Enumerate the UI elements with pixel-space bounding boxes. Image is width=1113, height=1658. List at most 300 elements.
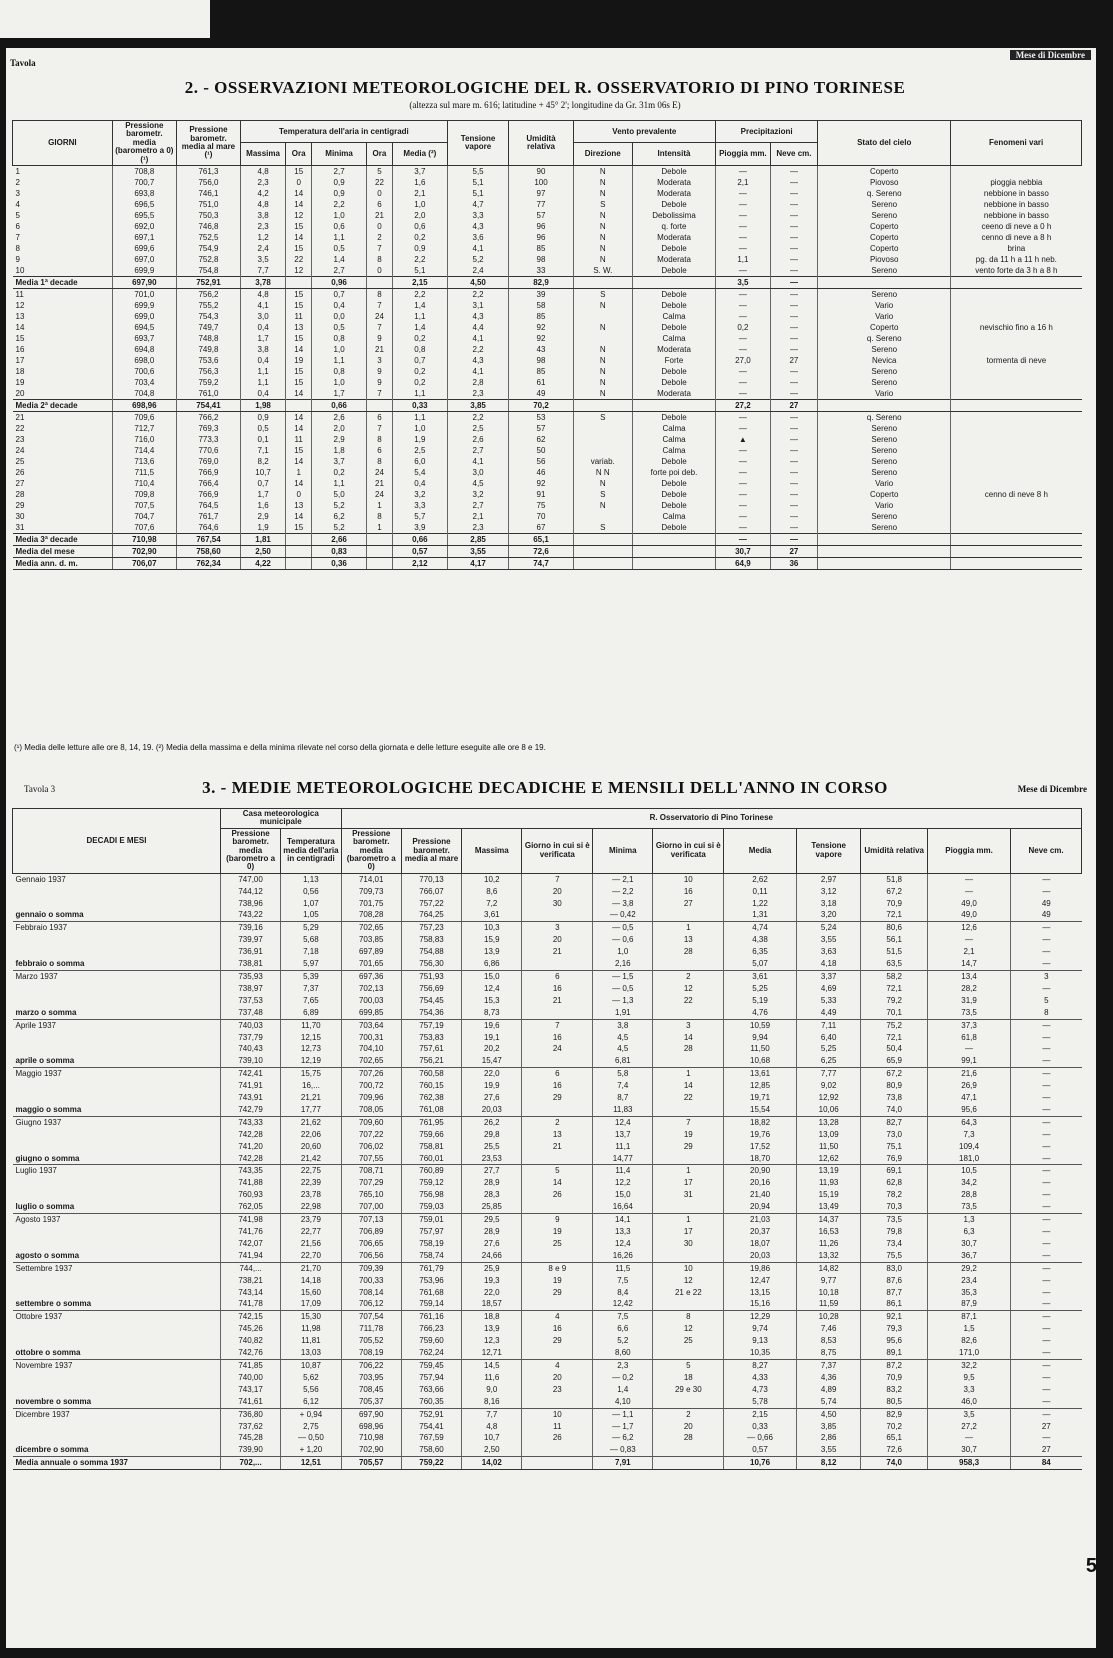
table-cell: 47,1 [927, 1092, 1010, 1104]
table-cell: 2,16 [593, 958, 653, 970]
table-cell: 15,3 [462, 995, 522, 1007]
table-cell: 57 [509, 423, 573, 434]
table-cell: 27 [770, 399, 818, 411]
table-cell: — [1011, 1032, 1082, 1044]
table-cell: 10,3 [462, 922, 522, 934]
table-cell: 694,8 [112, 344, 176, 355]
table-cell: 58,2 [861, 970, 928, 982]
table-cell: 0,96 [312, 276, 367, 288]
table-cell: 0,9 [312, 177, 367, 188]
table-cell: 6,89 [281, 1007, 341, 1019]
table-cell: 707,54 [341, 1311, 401, 1323]
table-cell: 12 [653, 1275, 724, 1287]
table-cell: 58 [509, 300, 573, 311]
table-cell [653, 1457, 724, 1470]
table-row [13, 311, 1082, 322]
table-cell: 2,0 [393, 210, 448, 221]
month-summary-row [13, 1347, 1082, 1359]
table-cell: 9,0 [462, 1384, 522, 1396]
table-cell: 30 [15, 511, 25, 521]
table-cell: 6 [366, 199, 392, 210]
table-cell: 13,61 [724, 1068, 797, 1080]
table-cell: 5 [522, 1165, 593, 1177]
table-cell: 15,19 [796, 1189, 860, 1201]
table-cell: 3 [522, 922, 593, 934]
table-cell: 0,7 [312, 288, 367, 300]
table-cell: — [1011, 1262, 1082, 1274]
table-cell: 3,78 [241, 276, 286, 288]
table-cell [951, 288, 1082, 300]
decade-row [13, 898, 1082, 910]
table-cell: — [1011, 1055, 1082, 1067]
table-cell: 73,5 [861, 1214, 928, 1226]
table-cell: 741,20 [220, 1141, 280, 1153]
table-cell: 11,5 [593, 1262, 653, 1274]
table-cell: 26 [522, 1432, 593, 1444]
decade-label [13, 1129, 221, 1141]
table-cell: 756,21 [401, 1055, 461, 1067]
table-cell: 24 [366, 311, 392, 322]
table-cell: 21 e 22 [653, 1287, 724, 1299]
decade-row [13, 1226, 1082, 1238]
table-cell: 10,06 [796, 1104, 860, 1116]
table-cell: 4,36 [796, 1372, 860, 1384]
table-row [13, 489, 1082, 500]
table-cell: 9,02 [796, 1080, 860, 1092]
table-cell: 758,19 [401, 1238, 461, 1250]
decade-row [13, 1359, 1082, 1371]
table-cell: Debole [632, 288, 715, 300]
table-cell: 1,7 [241, 489, 286, 500]
table-cell: 49,0 [927, 898, 1010, 910]
table-cell: 5,29 [281, 922, 341, 934]
table-cell: 9 [522, 1214, 593, 1226]
decade-label [13, 983, 221, 995]
table-cell [522, 1153, 593, 1165]
table-cell: 23,79 [281, 1214, 341, 1226]
table-cell: — [716, 333, 771, 344]
table-cell: 8 [15, 243, 20, 253]
month-summary-label: aprile o somma [13, 1055, 221, 1067]
table-cell: — [716, 300, 771, 311]
table-cell: — [716, 478, 771, 489]
table-cell: 13,49 [796, 1201, 860, 1213]
table-cell [632, 545, 715, 557]
table-cell: 766,4 [176, 478, 240, 489]
table-cell: 85 [509, 243, 573, 254]
table-cell: 737,48 [220, 1007, 280, 1019]
table-cell: 3,85 [447, 399, 509, 411]
col2-pioggia: Pioggia mm. [927, 828, 1010, 873]
table-cell: 13,15 [724, 1287, 797, 1299]
month-summary-row [13, 1444, 1082, 1456]
table-cell: 2,8 [447, 377, 509, 388]
table-cell [951, 445, 1082, 456]
table-cell: 0,2 [393, 377, 448, 388]
table-cell: 62,8 [861, 1177, 928, 1189]
table-cell: 12,92 [796, 1092, 860, 1104]
table-cell: 754,88 [401, 946, 461, 958]
table-cell: — [1011, 1189, 1082, 1201]
table-cell: 699,9 [112, 300, 176, 311]
table-cell: 754,8 [176, 265, 240, 277]
group-vento: Vento prevalente [573, 121, 716, 143]
col2-pressione: Pressione barometr. media (barometro a 0) [341, 828, 401, 873]
table-cell: 10,76 [724, 1457, 797, 1470]
table-row [13, 522, 1082, 534]
table-cell: 72,1 [861, 1032, 928, 1044]
table-cell: 708,71 [341, 1165, 401, 1177]
table-cell: 27,7 [462, 1165, 522, 1177]
table-cell: — [770, 265, 818, 277]
month-label: Mese di Dicembre [1017, 784, 1087, 794]
table-cell: 12 [653, 983, 724, 995]
table-cell: 741,88 [220, 1177, 280, 1189]
table-cell: — [1011, 1396, 1082, 1408]
table-cell: N [573, 177, 632, 188]
table-cell: 708,28 [341, 909, 401, 921]
table-cell: 92 [509, 478, 573, 489]
table-cell: 14 [286, 423, 312, 434]
table-cell: nebbione in basso [951, 210, 1082, 221]
table-cell: 78,2 [861, 1189, 928, 1201]
table-cell: 16,... [281, 1080, 341, 1092]
table-cell: 4,2 [241, 188, 286, 199]
table-cell: 37,3 [927, 1019, 1010, 1031]
table-cell: 7 [366, 423, 392, 434]
table-cell: 13,9 [462, 946, 522, 958]
month-summary-label: ottobre o somma [13, 1347, 221, 1359]
table-cell: 697,90 [341, 1408, 401, 1420]
table-cell [653, 1347, 724, 1359]
table-cell: 65,9 [861, 1055, 928, 1067]
table-cell: — [1011, 934, 1082, 946]
decade-label: Aprile 1937 [15, 1020, 56, 1030]
table-cell: 758,83 [401, 934, 461, 946]
table-cell: — 0,83 [593, 1444, 653, 1456]
table-cell: 743,22 [220, 909, 280, 921]
table-cell: 7,37 [796, 1359, 860, 1371]
table-cell: 79,2 [861, 995, 928, 1007]
table-cell: 19,86 [724, 1262, 797, 1274]
table-cell: 765,10 [341, 1189, 401, 1201]
table-cell: 17 [653, 1226, 724, 1238]
table-cell: 64,3 [927, 1116, 1010, 1128]
table-cell: — [1011, 1359, 1082, 1371]
table-cell: 759,60 [401, 1335, 461, 1347]
table-cell: 10 [15, 265, 25, 275]
table-cell: 27,6 [462, 1238, 522, 1250]
table-cell [818, 557, 951, 569]
table-cell: 4,18 [796, 958, 860, 970]
table1-footnote: (¹) Media delle letture alle ore 8, 14, 19. (²) Media della massima e della minima rilevate nel corso della giornata e delle letture eseguite alle ore 8 e 19. [14, 743, 546, 752]
table-cell: 706,12 [341, 1298, 401, 1310]
table-cell: — [716, 388, 771, 400]
decade-label: Maggio 1937 [15, 1069, 62, 1079]
table-cell: 15,30 [281, 1311, 341, 1323]
table-cell: 15,47 [462, 1055, 522, 1067]
table-cell: 21 [15, 412, 25, 422]
table-cell: 7 [366, 243, 392, 254]
table-cell: 4,3 [447, 311, 509, 322]
table-cell: 43 [509, 344, 573, 355]
table-cell: 5,56 [281, 1384, 341, 1396]
table-cell: 1 [15, 166, 20, 176]
month-summary-row [13, 1055, 1082, 1067]
decade-label: Marzo 1937 [15, 971, 58, 981]
month-label-top: Mese di Dicembre [1010, 50, 1091, 60]
table-cell: 21,42 [281, 1153, 341, 1165]
table-cell: 714,01 [341, 873, 401, 885]
table-cell: 8 e 9 [522, 1262, 593, 1274]
table-cell: — [770, 311, 818, 322]
table-cell: — [770, 276, 818, 288]
table-cell: 4,73 [724, 1384, 797, 1396]
table-cell: 711,78 [341, 1323, 401, 1335]
table-cell: 759,2 [176, 377, 240, 388]
table-cell: 1,98 [241, 399, 286, 411]
table-cell: 2,3 [447, 388, 509, 400]
table-cell: 2 [653, 1408, 724, 1420]
table-cell: 6 [522, 970, 593, 982]
month-summary-row [13, 1153, 1082, 1165]
table-row [13, 388, 1082, 400]
table-cell: 1 [653, 1068, 724, 1080]
table-cell: 27,6 [462, 1092, 522, 1104]
table-cell: 762,38 [401, 1092, 461, 1104]
table-cell: — [770, 177, 818, 188]
table-cell: — [1011, 1019, 1082, 1031]
table-cell: 4,8 [241, 165, 286, 177]
table-cell: 25,5 [462, 1141, 522, 1153]
table-cell: 1,2 [241, 232, 286, 243]
table-cell: 702,90 [341, 1444, 401, 1456]
table-cell: 2,2 [393, 288, 448, 300]
table-cell: 75,1 [861, 1141, 928, 1153]
table-cell: 754,9 [176, 243, 240, 254]
table-cell: 702,... [220, 1457, 280, 1470]
decade-label: Ottobre 1937 [15, 1312, 63, 1322]
table-cell: 2,9 [241, 511, 286, 522]
summary-row [13, 557, 1082, 569]
table-cell: 1 [286, 467, 312, 478]
table-cell: pioggia nebbia [951, 177, 1082, 188]
table-cell: 1,0 [312, 377, 367, 388]
table-cell: S. W. [573, 265, 632, 277]
table-cell: 0,7 [393, 355, 448, 366]
group-temperatura: Temperatura dell'aria in centigradi [241, 121, 448, 143]
table-cell: 741,94 [220, 1250, 280, 1262]
table-cell: 22,70 [281, 1250, 341, 1262]
table-cell: 0,9 [393, 243, 448, 254]
table-cell: Media ann. d. m. [13, 557, 113, 569]
table-cell: 759,14 [401, 1298, 461, 1310]
table-cell: — [1011, 1201, 1082, 1213]
table-cell: — [770, 478, 818, 489]
table-cell: 1,1 [241, 377, 286, 388]
decade-label [13, 1421, 221, 1433]
col-decadi-mesi: DECADI E MESI [13, 809, 221, 874]
table-cell: 4,10 [593, 1396, 653, 1408]
table-cell: 12,4 [593, 1238, 653, 1250]
table-cell: 741,91 [220, 1080, 280, 1092]
table-cell: 1,1 [393, 388, 448, 400]
table-cell: — [1011, 1043, 1082, 1055]
table-cell: 6,0 [393, 456, 448, 467]
table-cell: 18,57 [462, 1298, 522, 1310]
table-cell: 7,1 [241, 445, 286, 456]
table-cell: 10,28 [796, 1311, 860, 1323]
table-cell: Moderata [632, 388, 715, 400]
table-cell: 1,1 [312, 355, 367, 366]
table-cell: 13,19 [796, 1165, 860, 1177]
table-cell: 19 [522, 1226, 593, 1238]
table-cell: 3,20 [796, 909, 860, 921]
table-cell: 14 [653, 1032, 724, 1044]
table-cell: 0,4 [312, 300, 367, 311]
month-summary-label: agosto o somma [13, 1250, 221, 1262]
table-cell: Calma [632, 434, 715, 445]
table-cell: 27 [1011, 1444, 1082, 1456]
table-cell [951, 411, 1082, 423]
table-cell: 3,3 [447, 210, 509, 221]
table-row [13, 423, 1082, 434]
table-cell: 7,5 [593, 1275, 653, 1287]
table-cell: 742,15 [220, 1311, 280, 1323]
table-cell: 5,25 [796, 1043, 860, 1055]
table-cell: 742,28 [220, 1129, 280, 1141]
table-cell: 14 [15, 322, 25, 332]
table-cell: 706,22 [341, 1359, 401, 1371]
table-cell: 5,62 [281, 1372, 341, 1384]
table-cell: 86,1 [861, 1298, 928, 1310]
table-cell [653, 1007, 724, 1019]
table-cell: 2 [15, 177, 20, 187]
table-cell: 0,66 [393, 533, 448, 545]
table-cell: 2,7 [447, 445, 509, 456]
table-cell: 26,2 [462, 1116, 522, 1128]
table-cell: 20,16 [724, 1177, 797, 1189]
table-cell: 31 [653, 1189, 724, 1201]
table-cell: 754,36 [401, 1007, 461, 1019]
table-cell: 2,3 [447, 522, 509, 534]
table-cell: — [770, 221, 818, 232]
decade-row [13, 1177, 1082, 1189]
col2-temp-casa: Temperatura media dell'aria in centigradi [281, 828, 341, 873]
col-fenomeni: Fenomeni vari [951, 121, 1082, 166]
table-cell: 1,0 [593, 946, 653, 958]
table-cell: 3 [15, 188, 20, 198]
table-cell [951, 511, 1082, 522]
table-cell: 0,4 [393, 478, 448, 489]
table-cell: 14,7 [927, 958, 1010, 970]
table-cell: 87,2 [861, 1359, 928, 1371]
table-cell: 22 [653, 995, 724, 1007]
table-cell: 61,8 [927, 1032, 1010, 1044]
table-cell [653, 1250, 724, 1262]
table-cell: 10 [522, 1408, 593, 1420]
table-cell: 18 [15, 366, 25, 376]
table-cell: 5,1 [447, 188, 509, 199]
table-cell: 0,2 [312, 467, 367, 478]
decade-label [13, 1043, 221, 1055]
table-cell: q. Sereno [818, 411, 951, 423]
table-cell: 9 [366, 366, 392, 377]
table-cell: 3,12 [796, 886, 860, 898]
table-cell: — [1011, 1287, 1082, 1299]
table-cell: — [770, 188, 818, 199]
table-cell: 709,39 [341, 1262, 401, 1274]
table-cell: 1,9 [393, 434, 448, 445]
table-cell: 17,77 [281, 1104, 341, 1116]
table-cell: 741,85 [220, 1359, 280, 1371]
month-summary-row [13, 1201, 1082, 1213]
table-cell: — [1011, 1298, 1082, 1310]
table-cell: variab. [573, 456, 632, 467]
table-cell: 738,96 [220, 898, 280, 910]
table-cell: 697,89 [341, 946, 401, 958]
table-row [13, 177, 1082, 188]
table-cell: 12,15 [281, 1032, 341, 1044]
table-cell: 0,2 [393, 232, 448, 243]
table-cell: 30 [522, 898, 593, 910]
table-cell: 700,33 [341, 1275, 401, 1287]
table-cell: 24 [366, 489, 392, 500]
table-cell: 11 [286, 434, 312, 445]
table-cell: 5,2 [447, 254, 509, 265]
table-cell: 3,0 [241, 311, 286, 322]
table-row [13, 434, 1082, 445]
table-cell: 759,66 [401, 1129, 461, 1141]
table-cell: 39 [509, 288, 573, 300]
table-cell: 20 [15, 388, 25, 398]
table-cell: 20,90 [724, 1165, 797, 1177]
decade-row [13, 1141, 1082, 1153]
table-cell: 700,03 [341, 995, 401, 1007]
table-cell: 758,81 [401, 1141, 461, 1153]
table-cell: 27 [770, 355, 818, 366]
table-cell: 738,21 [220, 1275, 280, 1287]
decade-label [13, 946, 221, 958]
table-cell: 1,1 [312, 478, 367, 489]
table-cell: 759,01 [401, 1214, 461, 1226]
table-cell [951, 423, 1082, 434]
table-cell: 4,22 [241, 557, 286, 569]
table-cell: 72,6 [861, 1444, 928, 1456]
table-cell: 24 [522, 1043, 593, 1055]
table-cell: — [1011, 1116, 1082, 1128]
table-cell: Sereno [818, 199, 951, 210]
table-cell: ceeno di neve a 0 h [951, 221, 1082, 232]
table-cell: Vario [818, 388, 951, 400]
table-cell: 10,7 [241, 467, 286, 478]
table-cell: 760,35 [401, 1396, 461, 1408]
table-cell [286, 399, 312, 411]
table-cell: 14,77 [593, 1153, 653, 1165]
table-cell: 20,37 [724, 1226, 797, 1238]
table-cell: 92,1 [861, 1311, 928, 1323]
table-cell: 2,0 [312, 423, 367, 434]
table-cell: 3,5 [241, 254, 286, 265]
table-cell: 1,5 [927, 1323, 1010, 1335]
table-cell: 87,6 [861, 1275, 928, 1287]
table-cell: 70,9 [861, 1372, 928, 1384]
table-cell: 30,7 [927, 1238, 1010, 1250]
page-corner [0, 0, 210, 38]
table-cell: 4,49 [796, 1007, 860, 1019]
table-cell: 29 [15, 500, 25, 510]
table-cell: 759,03 [401, 1201, 461, 1213]
